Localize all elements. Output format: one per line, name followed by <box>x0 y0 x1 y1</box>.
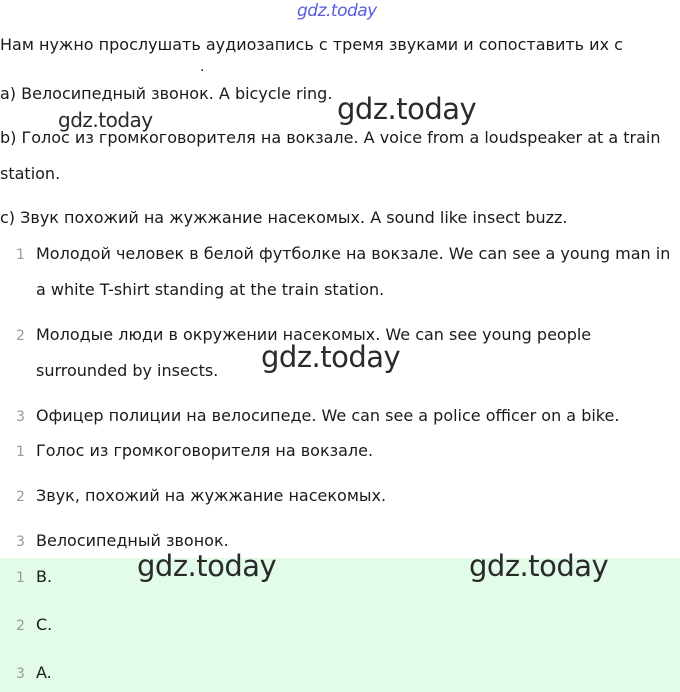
picture-3-line1: Офицер полиции на велосипеде. We can see a police officer on a bike. <box>36 406 620 425</box>
list-number: 3 <box>16 409 25 425</box>
recording-2: Звук, похожий на жужжание насекомых. <box>36 486 387 505</box>
list-number: 1 <box>16 247 25 263</box>
watermark: gdz.today <box>469 549 609 583</box>
list-number: 2 <box>16 618 25 634</box>
picture-2-line2: surrounded by insects. <box>36 361 219 380</box>
list-number: 2 <box>16 328 25 344</box>
recording-1: Голос из громкоговорителя на вокзале. <box>36 441 374 460</box>
answer-2: C. <box>36 615 53 634</box>
sound-c: c) Звук похожий на жужжание насекомых. A sound like insect buzz. <box>0 208 568 227</box>
picture-1-line2: a white T-shirt standing at the train station. <box>36 280 385 299</box>
watermark: gdz.today <box>137 549 277 583</box>
intro-text: Нам нужно прослушать аудиозапись с тремя звуками и сопоставить их с <box>0 35 623 54</box>
answer-3: A. <box>36 663 52 682</box>
picture-2-line1: Молодые люди в окружении насекомых. We can see young people <box>36 325 592 344</box>
intro-dot: . <box>200 59 205 75</box>
list-number: 1 <box>16 444 25 460</box>
sound-a: a) Велосипедный звонок. A bicycle ring. <box>0 84 333 103</box>
watermark: gdz.today <box>261 340 401 374</box>
sound-b-line1: b) Голос из громкоговорителя на вокзале. A voice from a loudspeaker at a train <box>0 128 661 147</box>
recording-3: Велосипедный звонок. <box>36 531 229 550</box>
list-number: 1 <box>16 570 25 586</box>
answer-1: B. <box>36 567 53 586</box>
list-number: 3 <box>16 534 25 550</box>
list-number: 3 <box>16 666 25 682</box>
list-number: 2 <box>16 489 25 505</box>
picture-1-line1: Молодой человек в белой футболке на вокзале. We can see a young man in <box>36 244 671 263</box>
watermark-top: gdz.today <box>297 1 377 21</box>
watermark: gdz.today <box>58 108 153 132</box>
watermark: gdz.today <box>337 92 477 126</box>
sound-b-line2: station. <box>0 164 61 183</box>
